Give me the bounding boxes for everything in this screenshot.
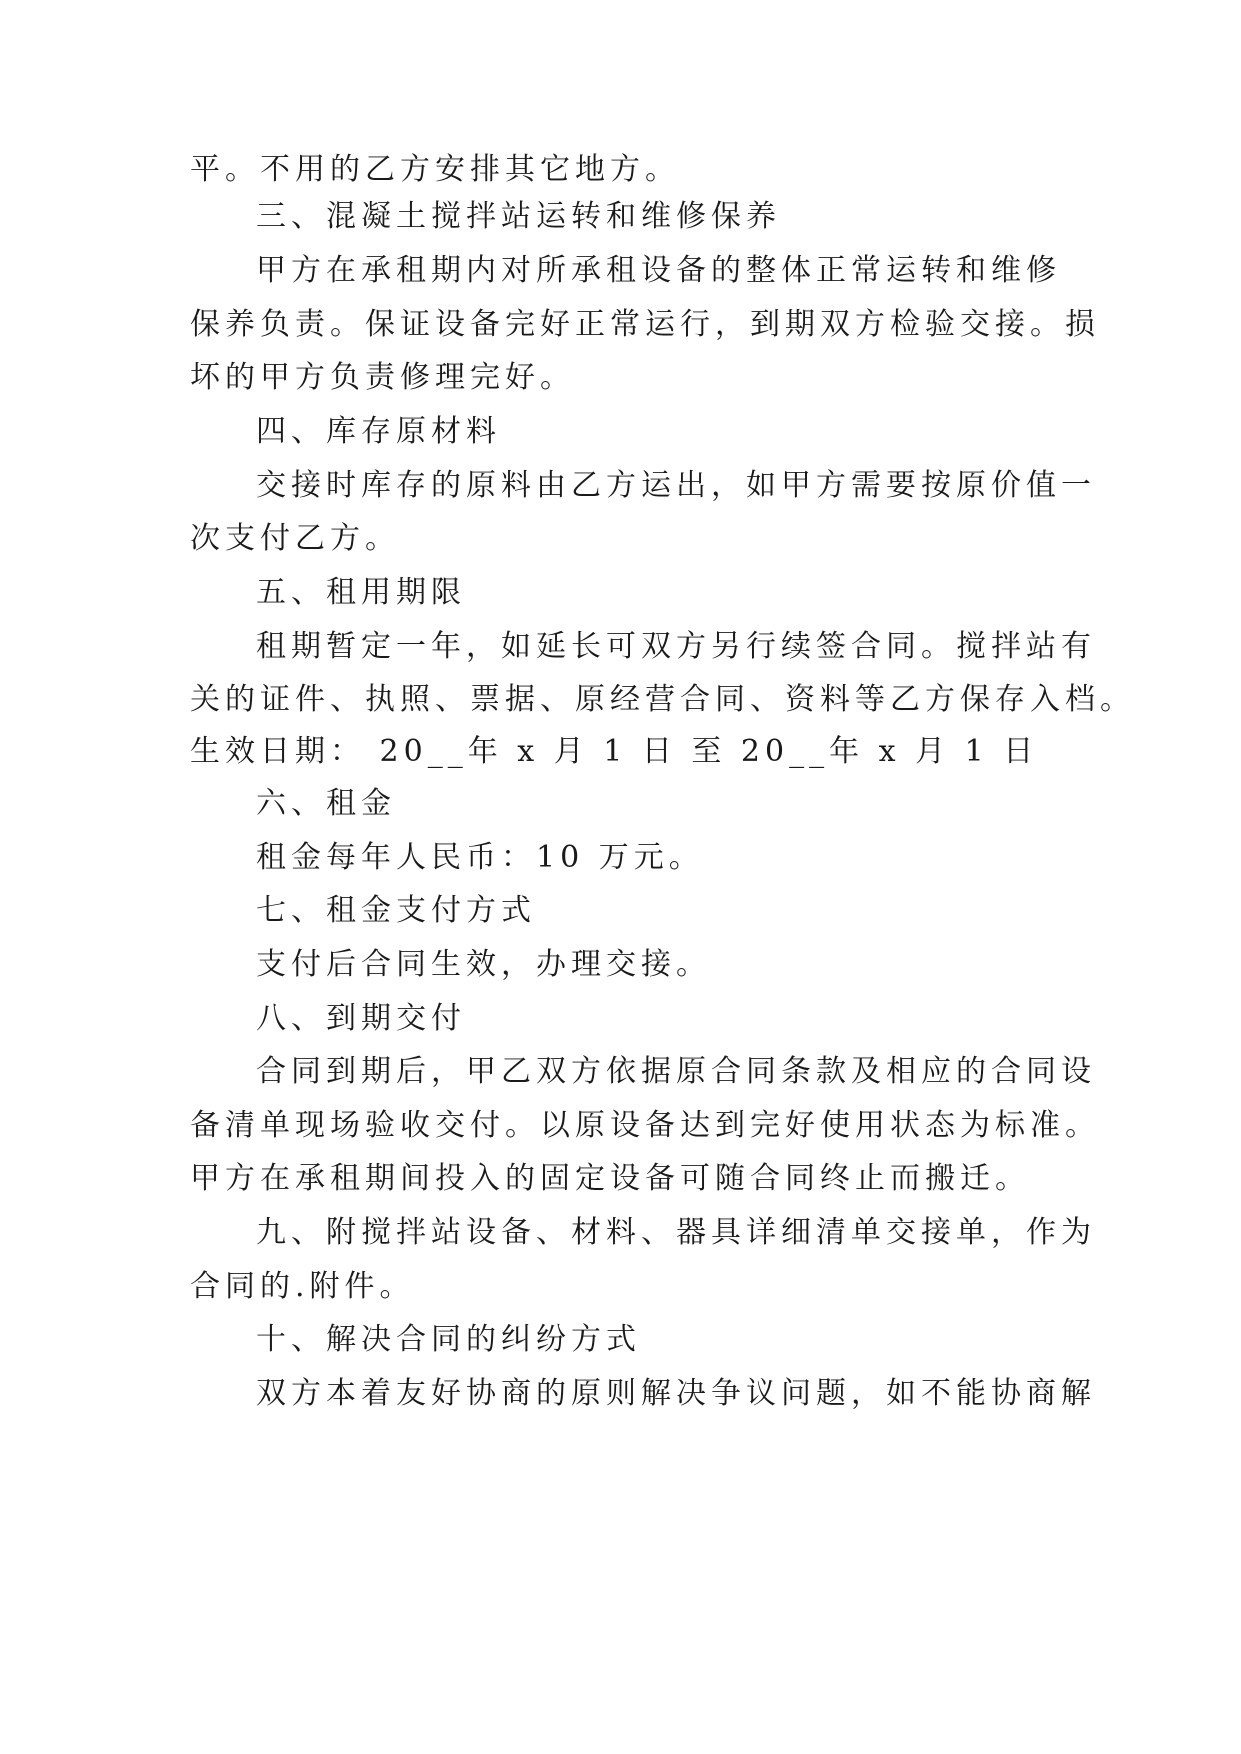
text-line: 备清单现场验收交付。以原设备达到完好使用状态为标准。	[190, 1108, 1100, 1143]
text-line: 双方本着友好协商的原则解决争议问题，如不能协商解	[256, 1376, 1096, 1411]
text-line: 坏的甲方负责修理完好。	[190, 360, 575, 395]
section-heading-6: 六、租金	[256, 786, 396, 821]
text-line: 合同到期后，甲乙双方依据原合同条款及相应的合同设	[256, 1054, 1096, 1089]
text-line: 甲方在承租期内对所承租设备的整体正常运转和维修	[256, 253, 1061, 288]
text-line: 交接时库存的原料由乙方运出，如甲方需要按原价值一	[256, 468, 1096, 503]
section-heading-3: 三、混凝土搅拌站运转和维修保养	[256, 199, 781, 234]
section-heading-4: 四、库存原材料	[256, 414, 501, 449]
text-line: 平。不用的乙方安排其它地方。	[190, 152, 680, 187]
text-line: 合同的.附件。	[190, 1269, 415, 1304]
text-line: 租期暂定一年，如延长可双方另行续签合同。搅拌站有	[256, 629, 1096, 664]
text-line: 次支付乙方。	[190, 521, 400, 556]
effective-date-line: 生效日期： 20__年 x 月 1 日 至 20__年 x 月 1 日	[190, 734, 1039, 769]
section-heading-9: 九、附搅拌站设备、材料、器具详细清单交接单，作为	[256, 1215, 1096, 1250]
section-heading-5: 五、租用期限	[256, 575, 466, 610]
text-line: 关的证件、执照、票据、原经营合同、资料等乙方保存入档。	[190, 682, 1135, 717]
text-line: 甲方在承租期间投入的固定设备可随合同终止而搬迁。	[190, 1161, 1030, 1196]
text-line: 保养负责。保证设备完好正常运行，到期双方检验交接。损	[190, 307, 1100, 342]
section-heading-7: 七、租金支付方式	[256, 893, 536, 928]
text-line: 支付后合同生效，办理交接。	[256, 947, 711, 982]
section-heading-10: 十、解决合同的纠纷方式	[256, 1322, 641, 1357]
section-heading-8: 八、到期交付	[256, 1001, 466, 1036]
text-line: 租金每年人民币：10 万元。	[256, 840, 704, 875]
